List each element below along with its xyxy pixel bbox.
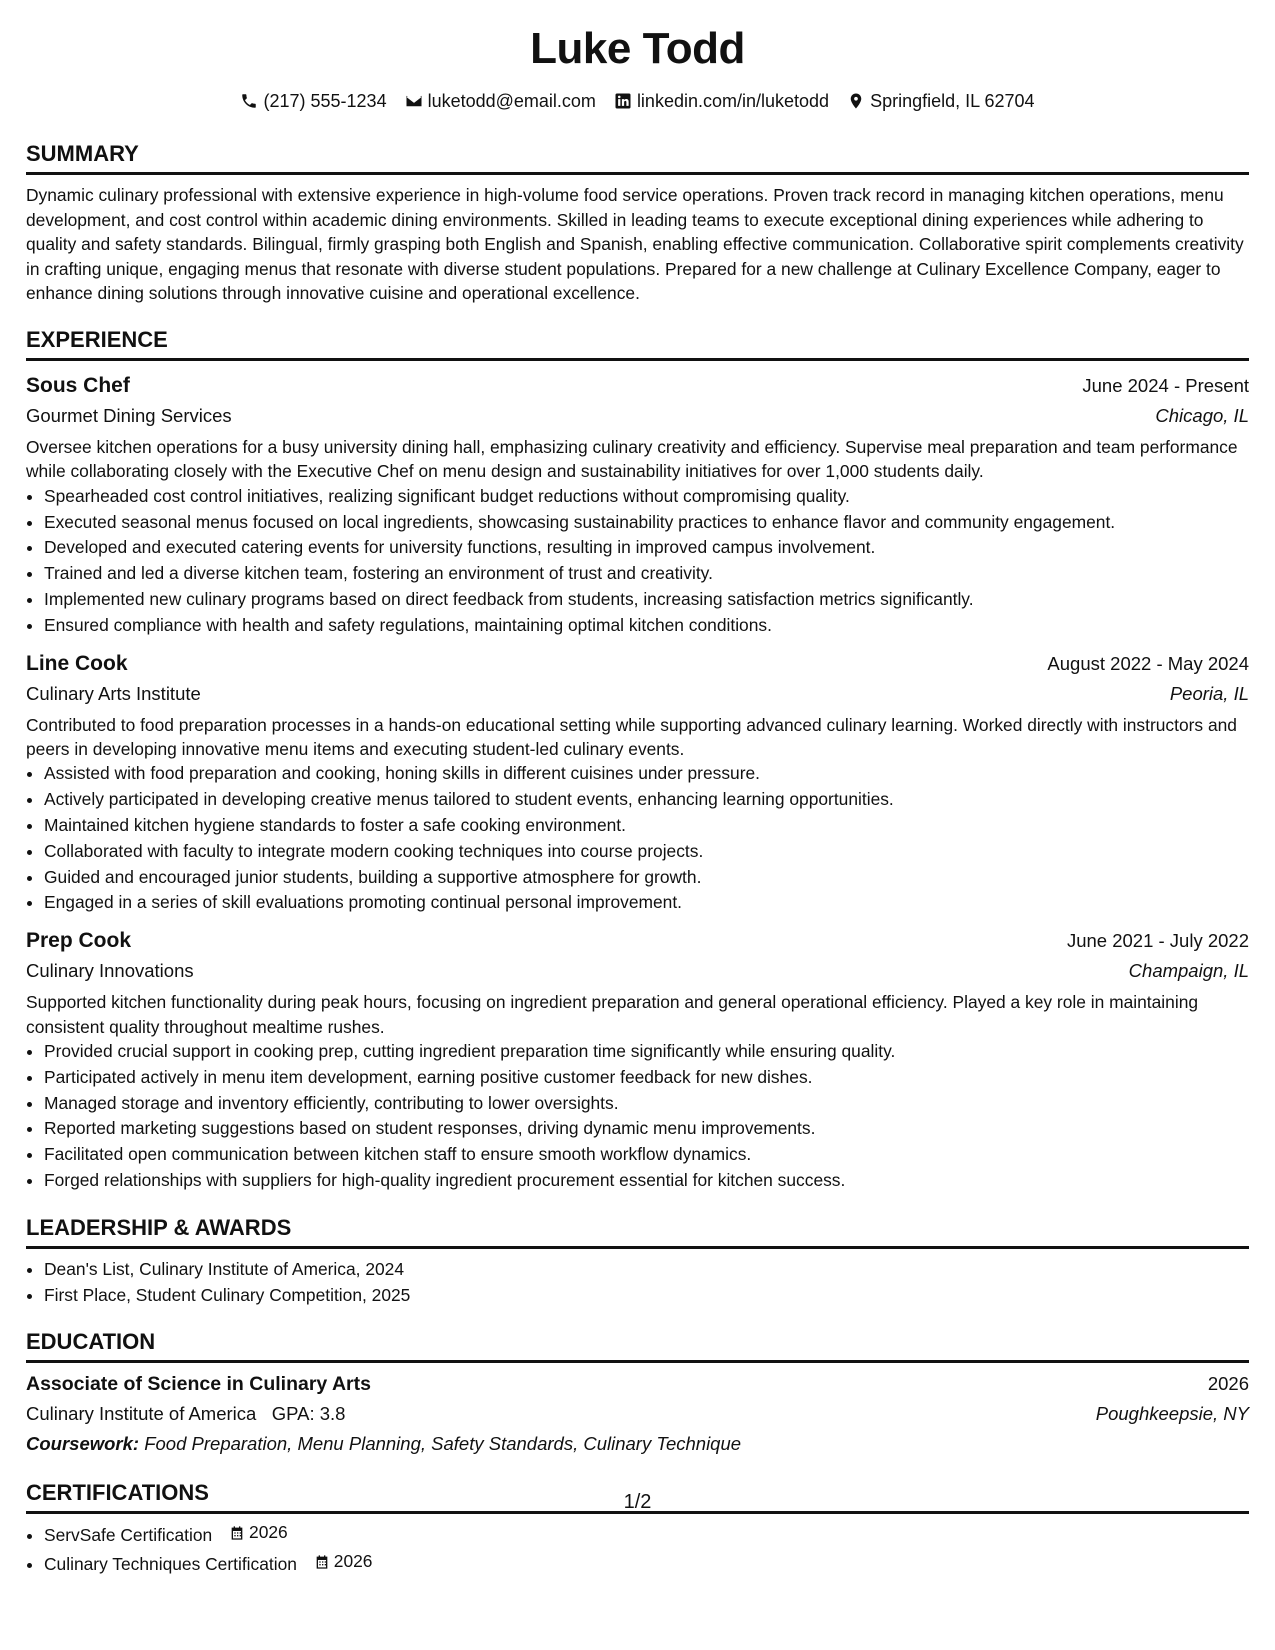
certification-name: Culinary Techniques Certification: [44, 1553, 297, 1574]
job-entry: [26, 926, 1249, 1194]
list-item: • Assisted with food preparation and cooking, honing skills in different cuisines under pressure.: [44, 761, 1249, 787]
list-item: • Developed and executed catering events for university functions, resulting in improved campus involvement.: [44, 535, 1249, 561]
certifications-heading: CERTIFICATIONS: [26, 1479, 1249, 1514]
certification-date: [314, 1549, 373, 1575]
certification-year: 2026: [333, 1551, 373, 1572]
degree-title: Associate of Science in Culinary Arts: [26, 1373, 371, 1396]
certifications-list: [26, 1520, 1249, 1577]
school-line: [26, 1399, 345, 1429]
list-item: • Reported marketing suggestions based on student responses, driving dynamic menu improvements.: [44, 1116, 1249, 1142]
contact-phone: [240, 91, 386, 112]
job-location: Peoria, IL: [1169, 682, 1249, 704]
gpa: GPA: 3.8: [271, 1403, 346, 1425]
job-bullets: [26, 484, 1249, 639]
list-item: • Forged relationships with suppliers for high-quality ingredient procurement essential for kitchen success.: [44, 1168, 1249, 1194]
school-name: Culinary Institute of America: [26, 1403, 257, 1425]
school-location: Poughkeepsie, NY: [1095, 1403, 1249, 1425]
summary-heading: SUMMARY: [26, 140, 1249, 175]
list-item: • Executed seasonal menus focused on local ingredients, showcasing sustainability practices to enhance flavor and community engagement.: [44, 510, 1249, 536]
job-dates: June 2021 - July 2022: [1066, 930, 1249, 952]
email-link[interactable]: luketodd@email.com: [427, 90, 596, 111]
contact-email[interactable]: [405, 91, 596, 112]
calendar-icon: [314, 1554, 330, 1570]
job-description: Oversee kitchen operations for a busy university dining hall, emphasizing culinary creativity and efficiency. Supervise meal preparation and team performance while collaborating closely with the Executive Chef on menu design and sustainability initiatives for over 1,000 students daily.: [26, 436, 1238, 482]
list-item: [44, 1549, 1249, 1578]
list-item: • Managed storage and inventory efficiently, contributing to lower oversights.: [44, 1091, 1249, 1117]
list-item: • Actively participated in developing creative menus tailored to student events, enhancing learning opportunities.: [44, 787, 1249, 813]
job-location: Chicago, IL: [1155, 404, 1249, 426]
job-employer: Culinary Innovations: [26, 960, 194, 982]
list-item: • Provided crucial support in cooking prep, cutting ingredient preparation time significantly while ensuring quality.: [44, 1039, 1249, 1065]
experience-heading: EXPERIENCE: [26, 326, 1249, 361]
contact-linkedin[interactable]: [614, 91, 829, 112]
job-entry: [26, 371, 1249, 639]
list-item: • First Place, Student Culinary Competition, 2025: [44, 1283, 1249, 1309]
list-item: [44, 1520, 1249, 1549]
contact-bar: [26, 88, 1249, 114]
job-entry: [26, 649, 1249, 917]
coursework-line: [26, 1429, 1249, 1459]
linkedin-link[interactable]: linkedin.com/in/luketodd: [636, 90, 830, 111]
job-dates: August 2022 - May 2024: [1047, 652, 1249, 674]
job-bullets: [26, 1039, 1249, 1194]
coursework-label: Coursework:: [26, 1433, 140, 1455]
location-text: Springfield, IL 62704: [870, 90, 1035, 111]
job-dates: June 2024 - Present: [1082, 374, 1249, 396]
job-employer: Gourmet Dining Services: [26, 404, 232, 426]
resume-page: [26, 0, 1249, 1578]
job-title: Line Cook: [26, 651, 128, 675]
job-title: Prep Cook: [26, 929, 132, 953]
envelope-icon: [405, 92, 423, 110]
job-employer: Culinary Arts Institute: [26, 682, 201, 704]
list-item: • Ensured compliance with health and safety regulations, maintaining optimal kitchen conditions.: [44, 613, 1249, 639]
certification-date: [229, 1520, 288, 1546]
job-description: Contributed to food preparation processes in a hands-on educational setting while supporting advanced culinary learning. Worked directly with instructors and peers in developing innovative menu items and executing student-led culinary events.: [26, 714, 1237, 759]
list-item: • Dean's List, Culinary Institute of America, 2024: [44, 1257, 1249, 1283]
page-number: 1/2: [623, 1491, 652, 1513]
list-item: • Maintained kitchen hygiene standards to foster a safe cooking environment.: [44, 813, 1249, 839]
leadership-heading: LEADERSHIP & AWARDS: [26, 1214, 1249, 1249]
list-item: • Engaged in a series of skill evaluations promoting continual personal improvement.: [44, 890, 1249, 916]
job-description: Supported kitchen functionality during peak hours, focusing on ingredient preparation and general operational efficiency. Played a key role in maintaining consistent quality throughout mealtime rushes.: [26, 992, 1199, 1037]
map-pin-icon: [847, 92, 865, 110]
list-item: • Trained and led a diverse kitchen team, fostering an environment of trust and creativity.: [44, 561, 1249, 587]
summary-text: Dynamic culinary professional with extensive experience in high-volume food service operations. Proven track record in managing kitchen operations, menu development, and cost control within academic dining environments. Skilled in leading teams to execute exceptional dining experiences while adhering to quality and safety standards. Bilingual, firmly grasping both English and Spanish, enabling effective communication. Collaborative spirit complements creativity in crafting unique, engaging menus that resonate with diverse student populations. Prepared for a new challenge at Culinary Excellence Company, eager to enhance dining solutions through innovative cuisine and operational excellence.: [26, 185, 1244, 304]
linkedin-icon: [614, 92, 632, 110]
education-entry: [26, 1369, 1249, 1459]
candidate-name: Luke Todd: [530, 24, 745, 73]
list-item: • Collaborated with faculty to integrate modern cooking techniques into course projects.: [44, 839, 1249, 865]
list-item: • Spearheaded cost control initiatives, realizing significant budget reductions without compromising quality.: [44, 484, 1249, 510]
calendar-icon: [229, 1525, 245, 1541]
job-title: Sous Chef: [26, 373, 130, 397]
contact-location: [847, 91, 1034, 112]
education-heading: EDUCATION: [26, 1328, 1249, 1363]
phone-icon: [240, 92, 258, 110]
job-location: Champaign, IL: [1128, 960, 1249, 982]
leadership-list: [26, 1257, 1249, 1309]
certification-name: ServSafe Certification: [44, 1525, 213, 1546]
list-item: • Facilitated open communication between kitchen staff to ensure smooth workflow dynamics.: [44, 1142, 1249, 1168]
list-item: • Guided and encouraged junior students, building a supportive atmosphere for growth.: [44, 865, 1249, 891]
phone-text: (217) 555-1234: [263, 90, 387, 111]
coursework-list: Food Preparation, Menu Planning, Safety Standards, Culinary Technique: [144, 1433, 742, 1455]
job-bullets: [26, 761, 1249, 916]
certification-year: 2026: [249, 1522, 288, 1543]
list-item: • Participated actively in menu item development, earning positive customer feedback for new dishes.: [44, 1065, 1249, 1091]
list-item: • Implemented new culinary programs based on direct feedback from students, increasing satisfaction metrics significantly.: [44, 587, 1249, 613]
graduation-year: 2026: [1207, 1373, 1249, 1395]
